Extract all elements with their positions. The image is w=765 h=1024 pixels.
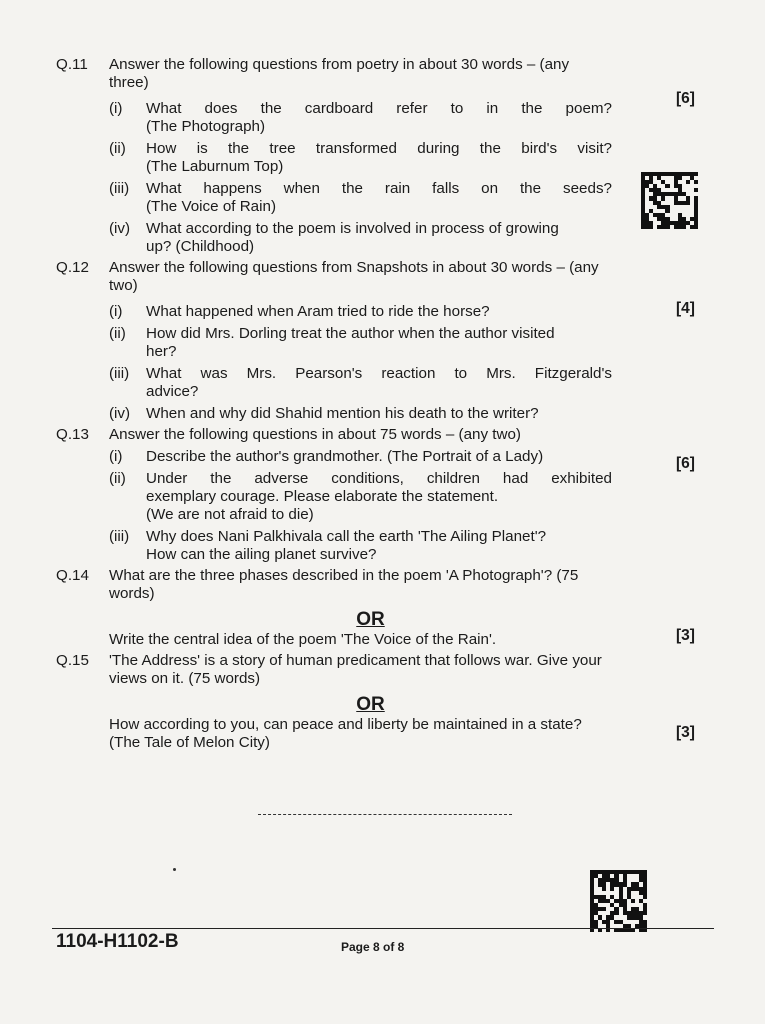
question-prompt: Answer the following questions in about 75 words – (any two) xyxy=(109,426,521,443)
marks-q11: [6] xyxy=(676,90,695,107)
marks-q13: [6] xyxy=(676,455,695,472)
marks-q14: [3] xyxy=(676,627,695,644)
paper-code: 1104-H1102-B xyxy=(56,931,179,952)
question-number: Q.12 xyxy=(56,259,89,276)
end-divider xyxy=(258,814,512,815)
question-prompt: Answer the following questions from poetry in about 30 words – (any three) xyxy=(109,56,570,91)
qr-code-icon xyxy=(590,870,647,932)
sub-question: (i) What does the cardboard refer to in the poem? (The Photograph) xyxy=(109,100,612,135)
sub-question: (i) What happened when Aram tried to ride the horse? xyxy=(109,303,490,320)
marks-q12: [4] xyxy=(676,300,695,317)
question-prompt: Answer the following questions from Snapshots in about 30 words – (any two) xyxy=(109,259,599,294)
question-number: Q.11 xyxy=(56,56,88,73)
sub-question: (ii) How is the tree transformed during the bird's visit? (The Laburnum Top) xyxy=(109,140,612,175)
sub-question: (iv) What according to the poem is involved in process of growing up? (Childhood) xyxy=(109,220,559,255)
footer-rule xyxy=(52,928,714,929)
question-prompt: What are the three phases described in the poem 'A Photograph'? (75 words) xyxy=(109,567,579,602)
sub-question: (iii) Why does Nani Palkhivala call the earth 'The Ailing Planet'? How can the ailing planet survive? xyxy=(109,528,547,563)
sub-question: (iii) What happens when the rain falls on the seeds? (The Voice of Rain) xyxy=(109,180,612,215)
sub-question: (ii) Under the adverse conditions, children had exhibited exemplary courage. Please elaborate the statement. (We are not afraid to die) xyxy=(109,470,612,523)
qr-code-icon xyxy=(641,172,698,229)
or-label: OR xyxy=(356,609,385,630)
sub-question: (iv) When and why did Shahid mention his death to the writer? xyxy=(109,405,539,422)
sub-question: (i) Describe the author's grandmother. (The Portrait of a Lady) xyxy=(109,448,544,465)
question-14 xyxy=(56,567,612,649)
sub-question: (iii) What was Mrs. Pearson's reaction to Mrs. Fitzgerald's advice? xyxy=(109,365,612,400)
or-label: OR xyxy=(356,694,385,715)
question-12 xyxy=(56,259,612,423)
question-prompt: 'The Address' is a story of human predicament that follows war. Give your views on it. (75 words) xyxy=(109,652,602,687)
question-13 xyxy=(56,426,612,564)
sub-question: (ii) How did Mrs. Dorling treat the author when the author visited her? xyxy=(109,325,555,360)
alternative-question: Write the central idea of the poem 'The Voice of the Rain'. xyxy=(109,631,497,648)
question-number: Q.13 xyxy=(56,426,89,443)
stray-mark xyxy=(173,868,176,871)
marks-q15: [3] xyxy=(676,724,695,741)
question-number: Q.14 xyxy=(56,567,89,584)
question-15 xyxy=(56,652,612,752)
question-11 xyxy=(56,56,612,256)
alternative-question: How according to you, can peace and liberty be maintained in a state? (The Tale of Melon City) xyxy=(109,716,582,751)
question-number: Q.15 xyxy=(56,652,89,669)
page-number: Page 8 of 8 xyxy=(341,940,405,954)
question-list xyxy=(56,56,612,752)
